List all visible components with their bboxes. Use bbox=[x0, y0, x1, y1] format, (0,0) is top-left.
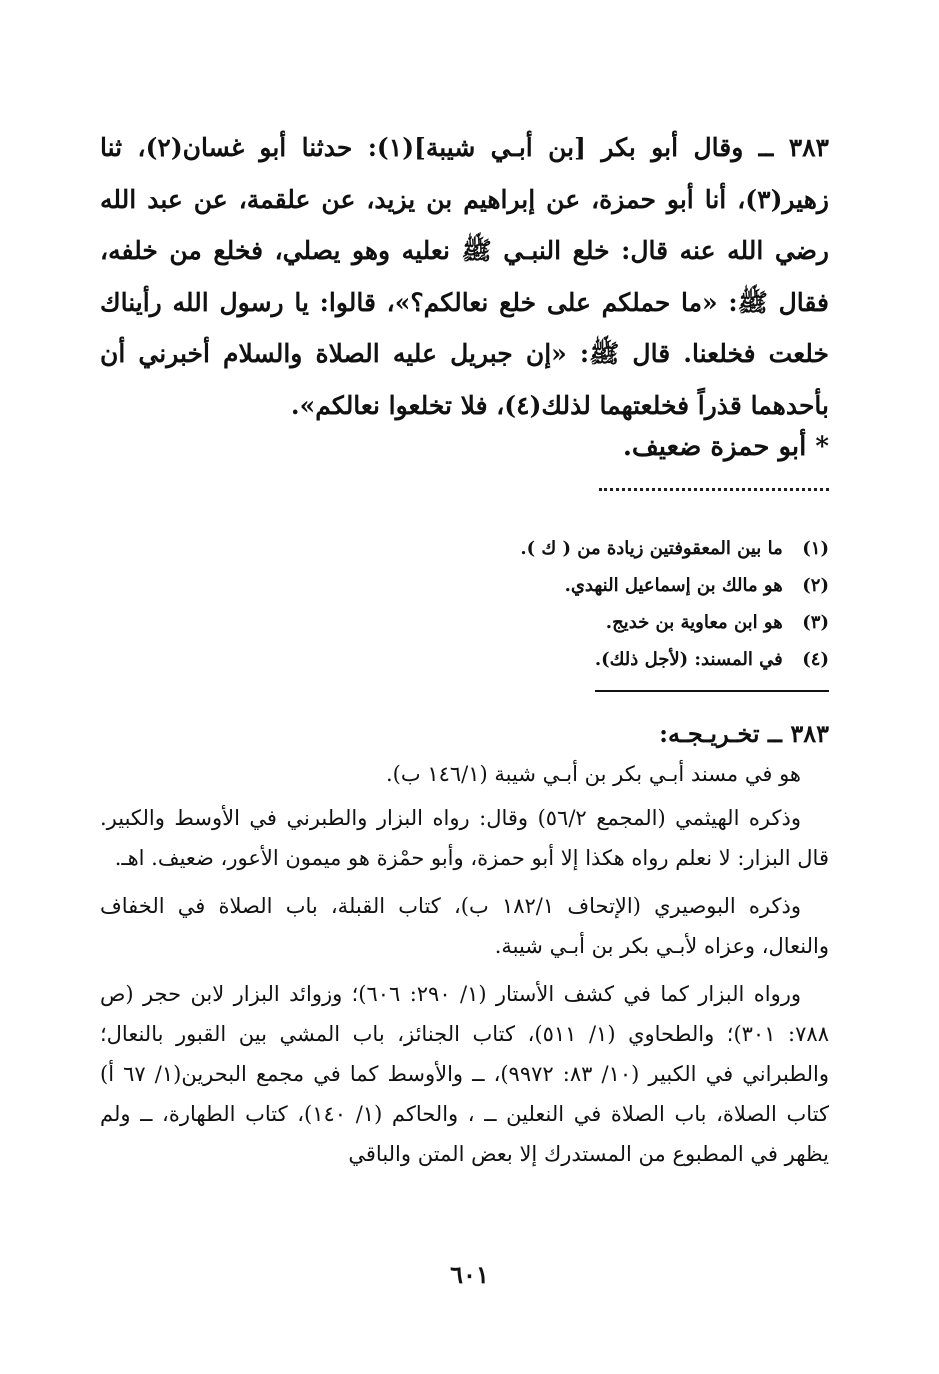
takhrij-section bbox=[100, 714, 829, 1182]
takhrij-paragraph: وذكره الهيثمي (المجمع ٥٦/٢) وقال: رواه البزار والطبرني في الأوسط والكبير. قال البزار: لا نعلم رواه هكذا إلا أبو حمزة، وأبو حمْزة هو ميمون الأعور، ضعيف. اهـ. bbox=[100, 806, 829, 870]
footnotes bbox=[369, 530, 829, 678]
footnote-number: (١) bbox=[802, 538, 829, 559]
footnote bbox=[369, 530, 829, 567]
page-number: ٦٠١ bbox=[450, 1260, 489, 1289]
footnote-text: في المسند: (لأجل ذلك). bbox=[594, 649, 783, 670]
footnote-text: هو ابن معاوية بن خديج. bbox=[605, 612, 783, 633]
footnote bbox=[369, 604, 829, 641]
hadith-text bbox=[100, 122, 829, 431]
takhrij-heading: ٣٨٣ ــ تخـريـجـه: bbox=[659, 719, 829, 748]
footnote-number: (٢) bbox=[802, 575, 829, 596]
footnote-text: هو مالك بن إسماعيل النهدي. bbox=[564, 575, 783, 596]
section-divider bbox=[595, 690, 829, 692]
footnote bbox=[369, 567, 829, 604]
footnote-number: (٤) bbox=[802, 649, 829, 670]
footnote-number: (٣) bbox=[802, 612, 829, 633]
takhrij-paragraph: ورواه البزار كما في كشف الأستار (١/ ٢٩٠: ٦٠٦)؛ وزوائد البزار لابن حجر (ص ٧٨٨: ٣٠١)؛ والطحاوي (١/ ٥١١)، كتاب الجنائز، باب المشي بين القبور بالنعال؛ والطبراني في الكبير (١٠/ ٨٣: ٩٩٧٢)، ــ والأوسط كما في مجمع البحرين(١/ ٦٧ أ) كتاب الصلاة، باب الصلاة في النعلين ــ ، والحاكم (١/ ١٤٠)، كتاب الطهارة، ــ ولم يظهر في المطبوع من المستدرك إلا بعض المتن والباقي bbox=[100, 982, 829, 1166]
takhrij-paragraph: هو في مسند أبـي بكر بن أبـي شيبة (١٤٦/١ ب). bbox=[386, 762, 801, 786]
takhrij-paragraph: وذكره البوصيري (الإتحاف ١٨٢/١ ب)، كتاب القبلة، باب الصلاة في الخفاف والنعال، وعزاه لأبـي بكر بن أبـي شيبة. bbox=[100, 894, 829, 958]
footnote-separator bbox=[599, 488, 829, 491]
footnote-text: ما بين المعقوفتين زيادة من ( ك ). bbox=[520, 538, 783, 559]
footnote bbox=[369, 641, 829, 678]
hadith-paragraph: ٣٨٣ ــ وقال أبو بكر [بن أبـي شيبة](١): حدثنا أبو غسان(٢)، ثنا زهير(٣)، أنا أبو حمزة، عن إبراهيم بن يزيد، عن علقمة، عن عبد الله رضي الله عنه قال: خلع النبـي ﷺ نعليه وهو يصلي، فخلع من خلفه، فقال ﷺ: «ما حملكم على خلع نعالكم؟»، قالوا: يا رسول الله رأيناك خلعت فخلعنا. قال ﷺ: «إن جبريل عليه الصلاة والسلام أخبرني أن بأحدهما قذراً فخلعتهما لذلك(٤)، فلا تخلعوا نعالكم». bbox=[100, 133, 829, 420]
grading-note: * أبو حمزة ضعيف. bbox=[622, 432, 829, 462]
